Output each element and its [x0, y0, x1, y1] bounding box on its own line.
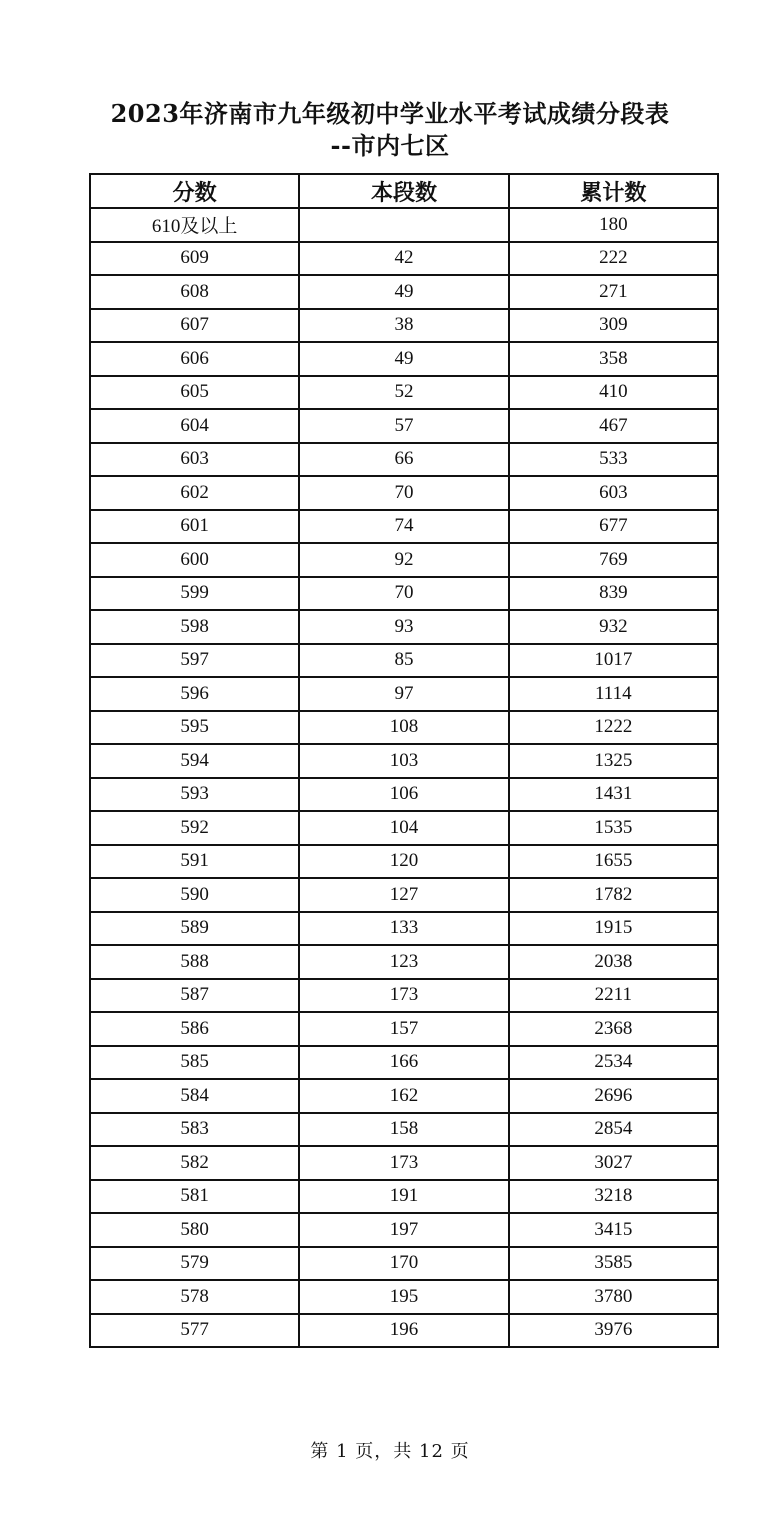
page-subtitle: --市内七区 — [330, 131, 450, 160]
cumulative-count-cell: 222 — [509, 242, 718, 276]
cumulative-count-cell: 1114 — [509, 677, 718, 711]
segment-count-cell: 42 — [299, 242, 508, 276]
cumulative-count-cell: 2038 — [509, 945, 718, 979]
table-row — [90, 1247, 718, 1281]
cumulative-count-cell: 839 — [509, 577, 718, 611]
segment-count-cell: 70 — [299, 476, 508, 510]
segment-count-cell: 173 — [299, 1146, 508, 1180]
segment-count-cell: 66 — [299, 443, 508, 477]
cumulative-count-cell: 677 — [509, 510, 718, 544]
table-row — [90, 644, 718, 678]
table-row — [90, 1213, 718, 1247]
score-cell: 586 — [90, 1012, 299, 1046]
column-header-cumulative-count: 累计数 — [509, 174, 718, 208]
table-row — [90, 275, 718, 309]
segment-count-cell: 49 — [299, 275, 508, 309]
score-cell: 592 — [90, 811, 299, 845]
segment-count-cell: 104 — [299, 811, 508, 845]
segment-count-cell: 85 — [299, 644, 508, 678]
segment-count-cell: 173 — [299, 979, 508, 1013]
cumulative-count-cell: 1782 — [509, 878, 718, 912]
table-row — [90, 510, 718, 544]
score-cell: 588 — [90, 945, 299, 979]
table-row — [90, 309, 718, 343]
table-row — [90, 778, 718, 812]
score-cell: 607 — [90, 309, 299, 343]
score-cell: 584 — [90, 1079, 299, 1113]
score-cell: 599 — [90, 577, 299, 611]
segment-count-cell: 57 — [299, 409, 508, 443]
score-cell: 579 — [90, 1247, 299, 1281]
score-cell: 580 — [90, 1213, 299, 1247]
segment-count-cell: 52 — [299, 376, 508, 410]
cumulative-count-cell: 2534 — [509, 1046, 718, 1080]
score-cell: 597 — [90, 644, 299, 678]
table-row — [90, 610, 718, 644]
table-row — [90, 1046, 718, 1080]
score-cell: 601 — [90, 510, 299, 544]
score-cell: 585 — [90, 1046, 299, 1080]
page-title: 2023年济南市九年级初中学业水平考试成绩分段表 — [110, 99, 670, 128]
table-row — [90, 912, 718, 946]
table-row — [90, 1280, 718, 1314]
table-row — [90, 878, 718, 912]
table-row — [90, 945, 718, 979]
table-row — [90, 1012, 718, 1046]
segment-count-cell: 191 — [299, 1180, 508, 1214]
table-row — [90, 811, 718, 845]
page-number-footer: 第 1 页，共 12 页 — [310, 1441, 470, 1462]
cumulative-count-cell: 2211 — [509, 979, 718, 1013]
cumulative-count-cell: 309 — [509, 309, 718, 343]
score-cell: 593 — [90, 778, 299, 812]
cumulative-count-cell: 467 — [509, 409, 718, 443]
cumulative-count-cell: 3415 — [509, 1213, 718, 1247]
table-row — [90, 208, 718, 242]
cumulative-count-cell: 271 — [509, 275, 718, 309]
score-distribution-table — [89, 173, 719, 1348]
cumulative-count-cell: 1017 — [509, 644, 718, 678]
segment-count-cell: 158 — [299, 1113, 508, 1147]
score-cell: 583 — [90, 1113, 299, 1147]
table-row — [90, 1314, 718, 1348]
segment-count-cell: 92 — [299, 543, 508, 577]
segment-count-cell: 97 — [299, 677, 508, 711]
table-row — [90, 476, 718, 510]
segment-count-cell: 120 — [299, 845, 508, 879]
table-header-row — [90, 174, 718, 208]
table-row — [90, 1180, 718, 1214]
segment-count-cell: 38 — [299, 309, 508, 343]
cumulative-count-cell: 1915 — [509, 912, 718, 946]
segment-count-cell — [299, 208, 508, 242]
score-cell: 596 — [90, 677, 299, 711]
cumulative-count-cell: 3585 — [509, 1247, 718, 1281]
segment-count-cell: 93 — [299, 610, 508, 644]
score-cell: 591 — [90, 845, 299, 879]
segment-count-cell: 157 — [299, 1012, 508, 1046]
cumulative-count-cell: 1431 — [509, 778, 718, 812]
segment-count-cell: 108 — [299, 711, 508, 745]
score-cell: 578 — [90, 1280, 299, 1314]
cumulative-count-cell: 358 — [509, 342, 718, 376]
table-row — [90, 342, 718, 376]
table-row — [90, 1079, 718, 1113]
table-row — [90, 1113, 718, 1147]
score-cell: 587 — [90, 979, 299, 1013]
score-cell: 606 — [90, 342, 299, 376]
segment-count-cell: 127 — [299, 878, 508, 912]
segment-count-cell: 170 — [299, 1247, 508, 1281]
cumulative-count-cell: 1655 — [509, 845, 718, 879]
cumulative-count-cell: 3780 — [509, 1280, 718, 1314]
table-row — [90, 845, 718, 879]
cumulative-count-cell: 410 — [509, 376, 718, 410]
score-cell: 609 — [90, 242, 299, 276]
cumulative-count-cell: 3976 — [509, 1314, 718, 1348]
table-row — [90, 711, 718, 745]
table-row — [90, 577, 718, 611]
table-row — [90, 409, 718, 443]
table-row — [90, 744, 718, 778]
score-cell: 589 — [90, 912, 299, 946]
segment-count-cell: 74 — [299, 510, 508, 544]
cumulative-count-cell: 3027 — [509, 1146, 718, 1180]
table-row — [90, 677, 718, 711]
score-cell: 600 — [90, 543, 299, 577]
cumulative-count-cell: 1535 — [509, 811, 718, 845]
segment-count-cell: 103 — [299, 744, 508, 778]
score-cell: 594 — [90, 744, 299, 778]
cumulative-count-cell: 533 — [509, 443, 718, 477]
segment-count-cell: 166 — [299, 1046, 508, 1080]
score-cell: 581 — [90, 1180, 299, 1214]
segment-count-cell: 133 — [299, 912, 508, 946]
segment-count-cell: 162 — [299, 1079, 508, 1113]
segment-count-cell: 70 — [299, 577, 508, 611]
table-row — [90, 242, 718, 276]
segment-count-cell: 106 — [299, 778, 508, 812]
table-row — [90, 543, 718, 577]
segment-count-cell: 196 — [299, 1314, 508, 1348]
cumulative-count-cell: 603 — [509, 476, 718, 510]
segment-count-cell: 49 — [299, 342, 508, 376]
score-cell: 577 — [90, 1314, 299, 1348]
segment-count-cell: 197 — [299, 1213, 508, 1247]
score-cell: 608 — [90, 275, 299, 309]
table-row — [90, 1146, 718, 1180]
table-row — [90, 979, 718, 1013]
column-header-score: 分数 — [90, 174, 299, 208]
score-cell: 603 — [90, 443, 299, 477]
cumulative-count-cell: 1325 — [509, 744, 718, 778]
score-cell: 598 — [90, 610, 299, 644]
cumulative-count-cell: 2696 — [509, 1079, 718, 1113]
segment-count-cell: 123 — [299, 945, 508, 979]
score-cell: 602 — [90, 476, 299, 510]
segment-count-cell: 195 — [299, 1280, 508, 1314]
column-header-segment-count: 本段数 — [299, 174, 508, 208]
cumulative-count-cell: 180 — [509, 208, 718, 242]
score-cell: 605 — [90, 376, 299, 410]
cumulative-count-cell: 932 — [509, 610, 718, 644]
cumulative-count-cell: 769 — [509, 543, 718, 577]
score-cell: 582 — [90, 1146, 299, 1180]
cumulative-count-cell: 1222 — [509, 711, 718, 745]
score-cell: 590 — [90, 878, 299, 912]
score-cell: 595 — [90, 711, 299, 745]
cumulative-count-cell: 2854 — [509, 1113, 718, 1147]
cumulative-count-cell: 2368 — [509, 1012, 718, 1046]
score-cell: 610及以上 — [90, 208, 299, 242]
table-body — [90, 208, 718, 1347]
score-cell: 604 — [90, 409, 299, 443]
cumulative-count-cell: 3218 — [509, 1180, 718, 1214]
table-row — [90, 443, 718, 477]
table-row — [90, 376, 718, 410]
